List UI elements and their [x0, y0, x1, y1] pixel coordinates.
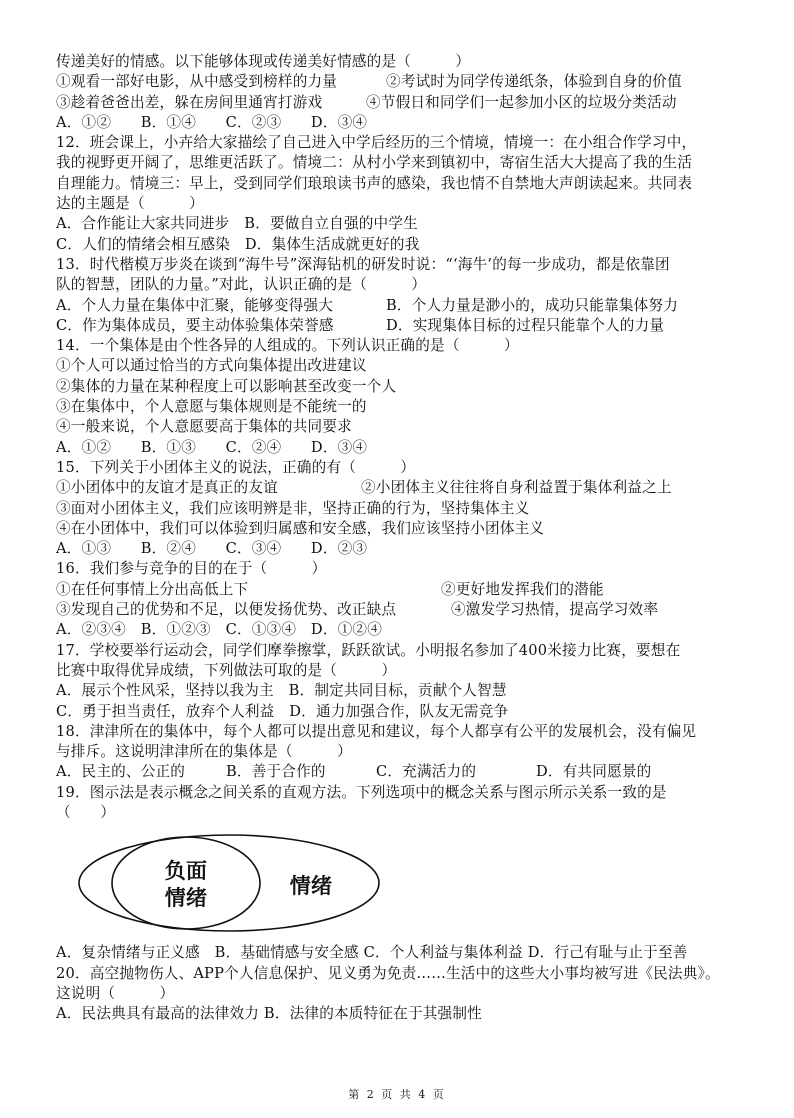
outer-ellipse [79, 835, 379, 931]
q16-options-row-1 [56, 580, 768, 600]
page-footer: 第 2 页 共 4 页 [348, 1088, 446, 1101]
q14-option-3: ③在集体中，个人意愿与集体规则是不能统一的 [56, 398, 367, 416]
q15-option-4: ④在小团体中，我们可以体验到归属感和安全感，我们应该坚持小团体主义 [56, 519, 545, 537]
q12-stem-2: 我的视野更开阔了，思维更活跃了。情境二：从村小学来到镇初中，寄宿生活大大提高了我的生活 [56, 154, 693, 172]
q13-choice-c: C．作为集体成员，要主动体验集体荣誉感 [56, 316, 334, 334]
q11-options-row-1 [56, 72, 768, 92]
q16-option-3: ③发现自己的优势和不足，以便发扬优势、改正缺点 [56, 601, 397, 619]
q14-option-2: ②集体的力量在某种程度上可以影响甚至改变一个人 [56, 377, 397, 395]
q13-stem-1: 13．时代楷模万步炎在谈到“海牛号”深海钻机的研发时说：“‘海牛’的每一步成功，都是依靠团 [56, 255, 670, 273]
q20-stem-1: 20．高空抛物伤人、APP个人信息保护、见义勇为免责……生活中的这些大小事均被写进《民法典》。 [56, 964, 720, 982]
q13-choice-d: D．实现集体目标的过程只能靠个人的力量 [386, 316, 665, 334]
q13-choices-row-2 [56, 316, 768, 336]
q17-choices-2: C．勇于担当责任，放弃个人利益 D．通力加强合作，队友无需竞争 [56, 702, 509, 720]
q19-stem-2: （ ） [56, 803, 116, 821]
q13-choices-row-1 [56, 296, 768, 316]
q15-option-2: ②小团体主义往往将自身利益置于集体利益之上 [361, 479, 672, 497]
q15-option-3: ③面对小团体主义，我们应该明辨是非，坚持正确的行为，坚持集体主义 [56, 499, 530, 517]
q11-option-2: ②考试时为同学传递纸条，体验到自身的价值 [386, 73, 682, 91]
q17-stem-1: 17．学校要举行运动会，同学们摩拳擦掌，跃跃欲试。小明报名参加了400米接力比赛，要想在 [56, 641, 681, 659]
inner-label-line-1: 负面 [164, 859, 208, 884]
q12-stem-4: 达的主题是（ ） [56, 195, 204, 213]
q14-stem: 14．一个集体是由个性各异的人组成的。下列认识正确的是（ ） [56, 337, 519, 355]
q16-option-2: ②更好地发挥我们的潜能 [441, 580, 604, 598]
q17-stem-2: 比赛中取得优异成绩，下列做法可取的是（ ） [56, 661, 397, 679]
q12-choices-1: A．合作能让大家共同进步 B．要做自立自强的中学生 [56, 215, 418, 233]
q14-option-1: ①个人可以通过恰当的方式向集体提出改进建议 [56, 357, 367, 375]
q15-option-1: ①小团体中的友谊才是真正的友谊 [56, 479, 278, 497]
q14-option-4: ④一般来说，个人意愿要高于集体的共同要求 [56, 418, 352, 436]
venn-diagram [56, 823, 768, 943]
q13-choice-b: B．个人力量是渺小的，成功只能靠集体努力 [386, 296, 679, 314]
q19-stem-1: 19．图示法是表示概念之间关系的直观方法。下列选项中的概念关系与图示所示关系一致的是 [56, 783, 667, 801]
q18-choice-a: A．民主的、公正的 [56, 763, 186, 781]
q16-option-4: ④激发学习热情，提高学习效率 [451, 601, 659, 619]
q18-choices-row [56, 762, 768, 782]
q11-stem: 传递美好的情感。以下能够体现或传递美好情感的是（ ） [56, 53, 471, 70]
q18-choice-c: C．充满活力的 [376, 763, 477, 781]
q18-stem-2: 与排斥。这说明津津所在的集体是（ ） [56, 743, 352, 761]
inner-ellipse [112, 837, 260, 929]
q19-choices: A．复杂情绪与正义感 B．基础情感与安全感 C．个人利益与集体利益 D．行己有耻与止于至善 [56, 944, 688, 962]
question-list [56, 52, 768, 1024]
q20-choices-1: A．民法典具有最高的法律效力 B．法律的本质特征在于其强制性 [56, 1005, 482, 1023]
q18-choice-d: D．有共同愿景的 [536, 763, 652, 781]
q11-choices: A．①② B．①④ C．②③ D．③④ [56, 113, 368, 131]
q20-stem-2: 这说明（ ） [56, 984, 175, 1002]
q16-choices: A．②③④ B．①②③ C．①③④ D．①②④ [56, 621, 383, 639]
q18-stem-1: 18．津津所在的集体中，每个人都可以提出意见和建议，每个人都享有公平的发展机会，没有偏见 [56, 722, 697, 740]
q11-options-row-2 [56, 93, 768, 113]
q17-choices-1: A．展示个性风采，坚持以我为主 B．制定共同目标，贡献个人智慧 [56, 682, 507, 700]
q16-stem: 16．我们参与竞争的目的在于（ ） [56, 560, 327, 578]
q14-choices: A．①② B．①③ C．②④ D．③④ [56, 438, 368, 456]
q16-options-row-2 [56, 600, 768, 620]
q15-stem: 15．下列关于小团体主义的说法，正确的有（ ） [56, 458, 416, 476]
q16-option-1: ①在任何事情上分出高低上下 [56, 580, 249, 598]
q13-stem-2: 队的智慧，团队的力量。”对此，认识正确的是（ ） [56, 276, 427, 294]
venn-diagram-svg [76, 823, 406, 943]
q15-options-row-1 [56, 478, 768, 498]
q12-stem-1: 12．班会课上，小卉给大家描绘了自己进入中学后经历的三个情境，情境一：在小组合作学习中， [56, 134, 697, 152]
q12-choices-2: C．人们的情绪会相互感染 D．集体生活成就更好的我 [56, 235, 420, 253]
q12-stem-3: 自理能力。情境三：早上，受到同学们琅琅读书声的感染，我也情不自禁地大声朗读起来。共同表 [56, 174, 693, 192]
q11-option-3: ③趁着爸爸出差，躲在房间里通宵打游戏 [56, 93, 323, 111]
inner-label-line-2: 情绪 [164, 886, 208, 911]
q11-option-4: ④节假日和同学们一起参加小区的垃圾分类活动 [366, 93, 677, 111]
q11-option-1: ①观看一部好电影，从中感受到榜样的力量 [56, 73, 338, 91]
q13-choice-a: A．个人力量在集体中汇聚，能够变得强大 [56, 296, 334, 314]
q15-choices: A．①③ B．②④ C．③④ D．②③ [56, 540, 368, 558]
q18-choice-b: B．善于合作的 [226, 763, 326, 781]
outer-label: 情绪 [289, 874, 333, 899]
